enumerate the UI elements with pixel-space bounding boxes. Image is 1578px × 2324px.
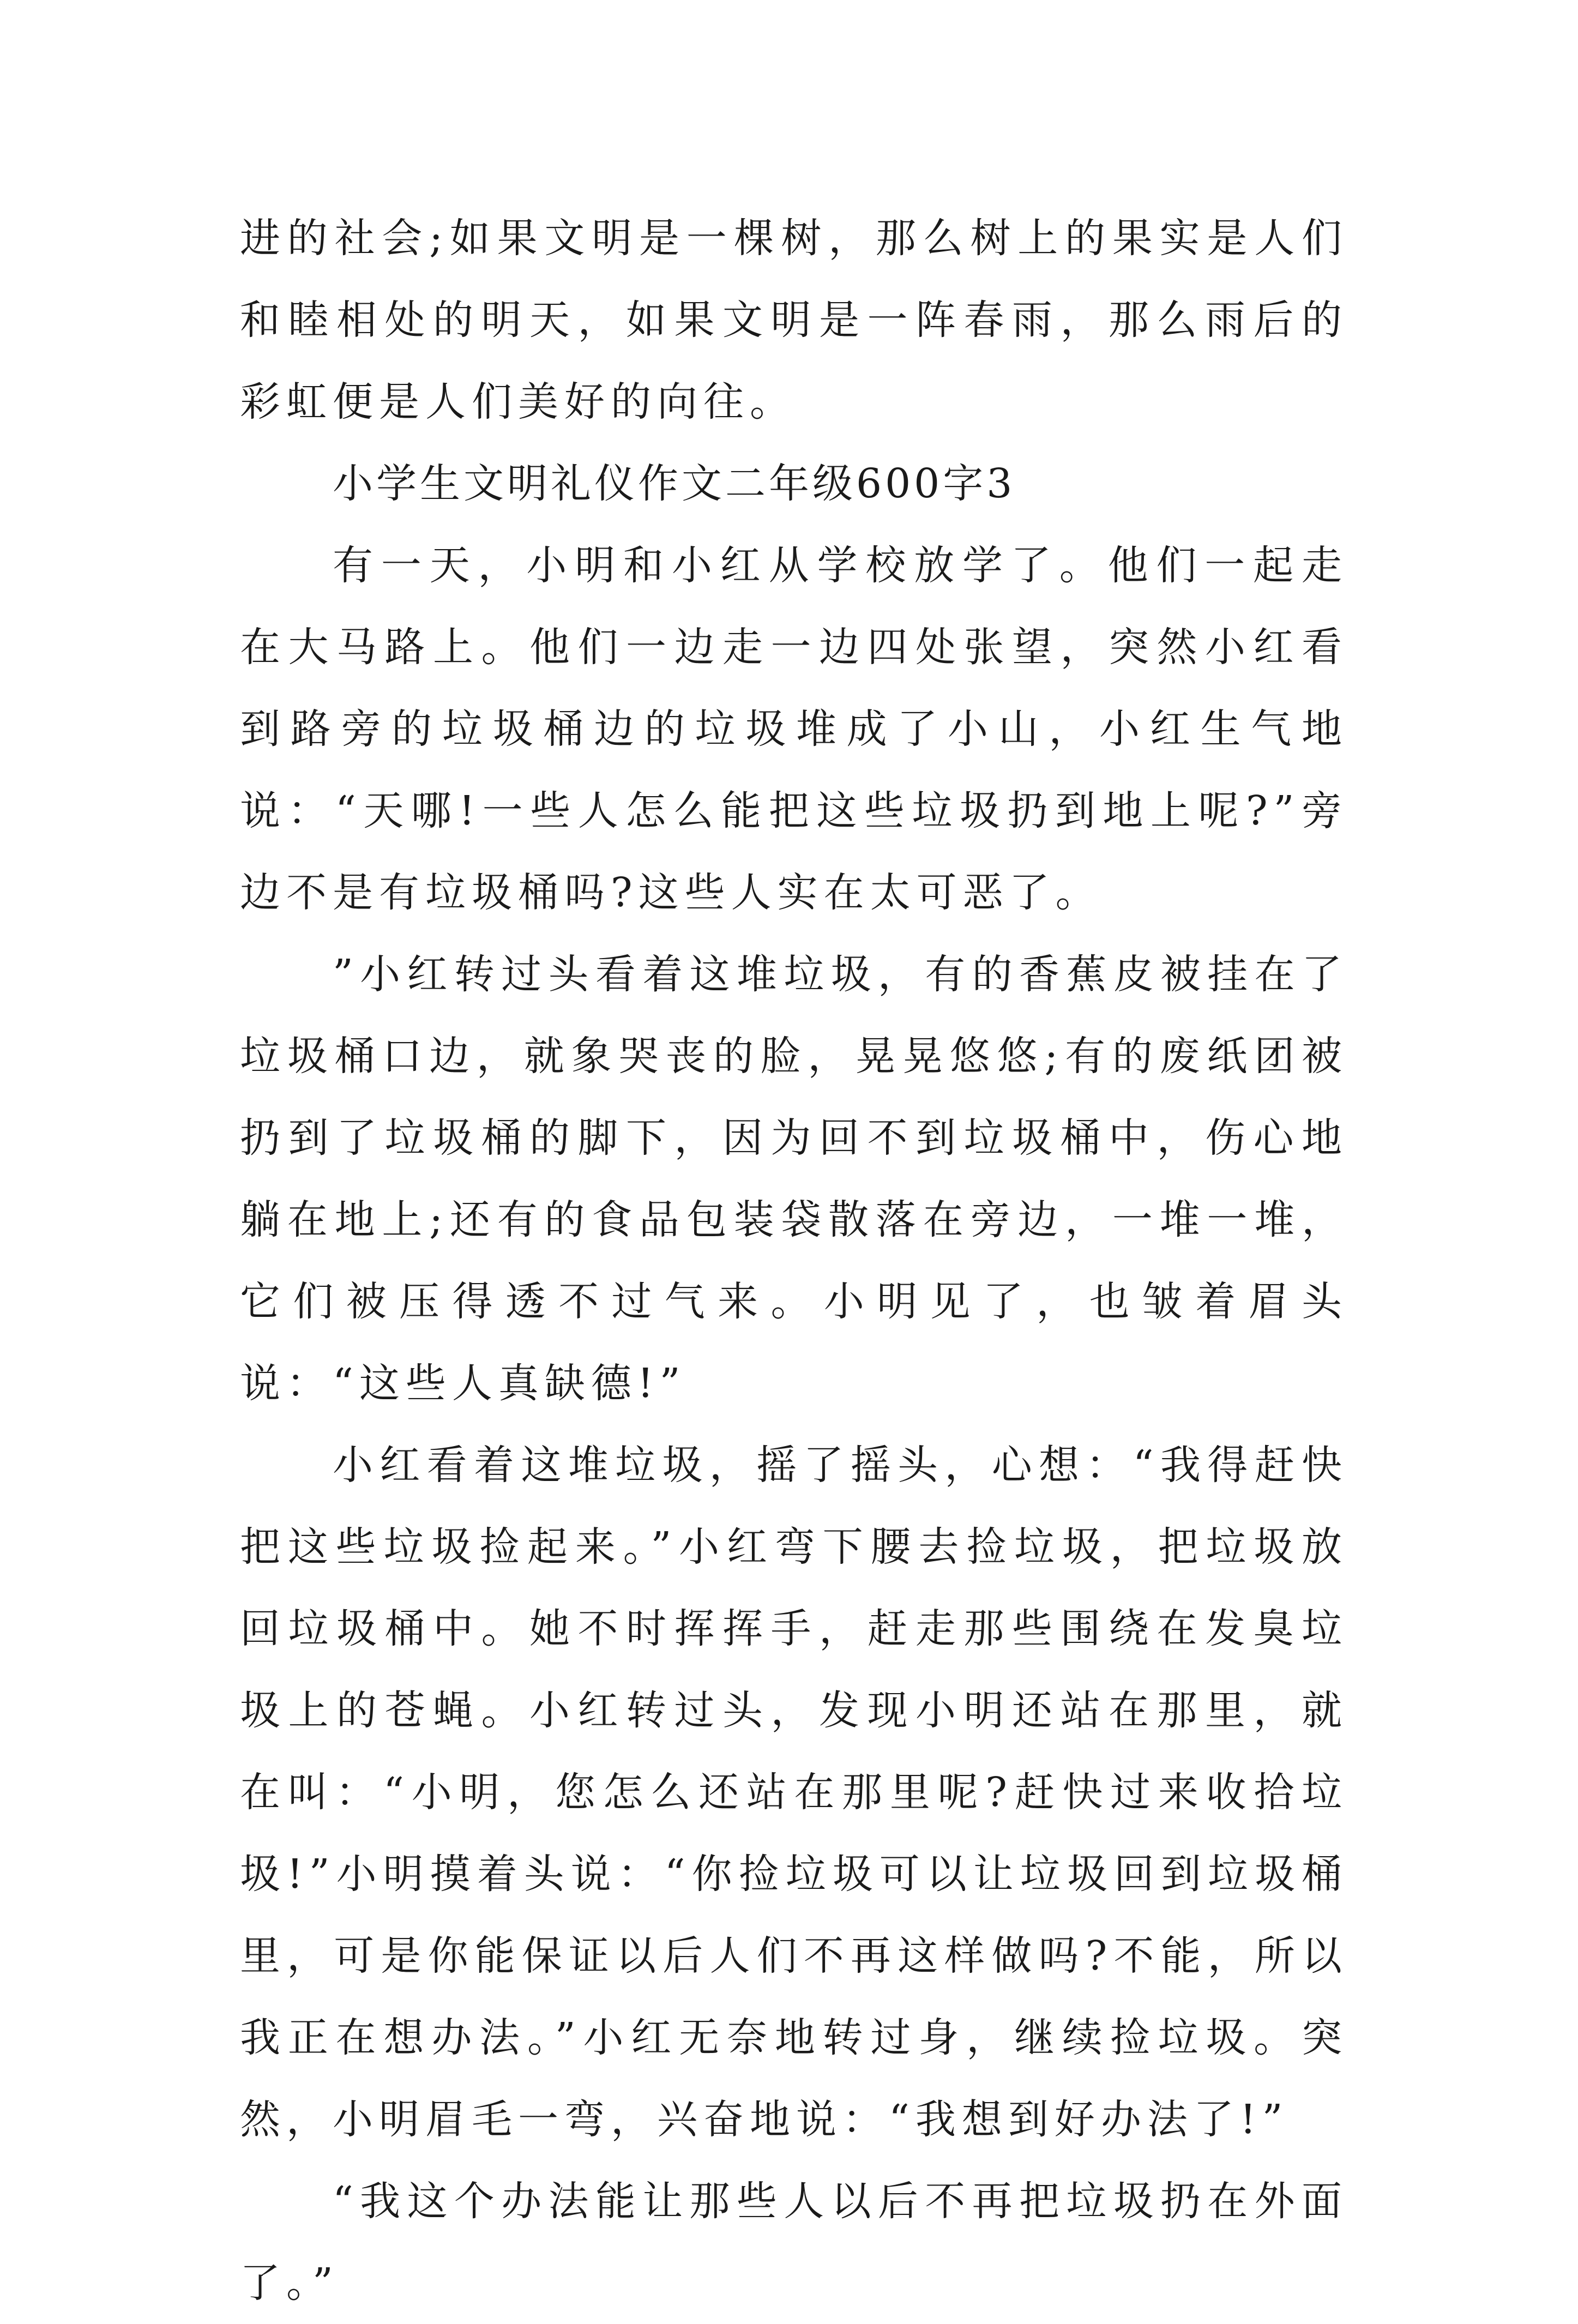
- paragraph: 小红看着这堆垃圾，摇了摇头，心想：“我得赶快把这些垃圾捡起来。”小红弯下腰去捡垃圾，把垃圾放回垃圾桶中。她不时挥挥手，赶走那些围绕在发臭垃圾上的苍蝇。小红转过头，发现小明还站在那里，就在叫：“小明，您怎么还站在那里呢?赶快过来收拾垃圾!”小明摸着头说：“你捡垃圾可以让垃圾回到垃圾桶里，可是你能保证以后人们不再这样做吗?不能，所以我正在想办法。”小红无奈地转过身，继续捡垃圾。突然，小明眉毛一弯，兴奋地说：“我想到好办法了!”: [240, 1442, 1348, 2143]
- section-heading: 小学生文明礼仪作文二年级600字3: [333, 460, 1016, 507]
- paragraph: 有一天，小明和小红从学校放学了。他们一起走在大马路上。他们一边走一边四处张望，突然小红看到路旁的垃圾桶边的垃圾堆成了小山，小红生气地说：“天哪!一些人怎么能把这些垃圾扔到地上呢?”旁边不是有垃圾桶吗?这些人实在太可恶了。: [240, 542, 1348, 916]
- paragraph: “我这个办法能让那些人以后不再把垃圾扔在外面了。”: [240, 2178, 1348, 2307]
- paragraph-continuation: 进的社会;如果文明是一棵树，那么树上的果实是人们和睦相处的明天，如果文明是一阵春雨，那么雨后的彩虹便是人们美好的向往。: [240, 215, 1348, 425]
- paragraph: ”小红转过头看着这堆垃圾，有的香蕉皮被挂在了垃圾桶口边，就象哭丧的脸，晃晃悠悠;有的废纸团被扔到了垃圾桶的脚下，因为回不到垃圾桶中，伤心地躺在地上;还有的食品包装袋散落在旁边，一堆一堆，它们被压得透不过气来。小明见了，也皱着眉头说：“这些人真缺德!”: [240, 951, 1348, 1407]
- document-body: [240, 197, 1348, 2324]
